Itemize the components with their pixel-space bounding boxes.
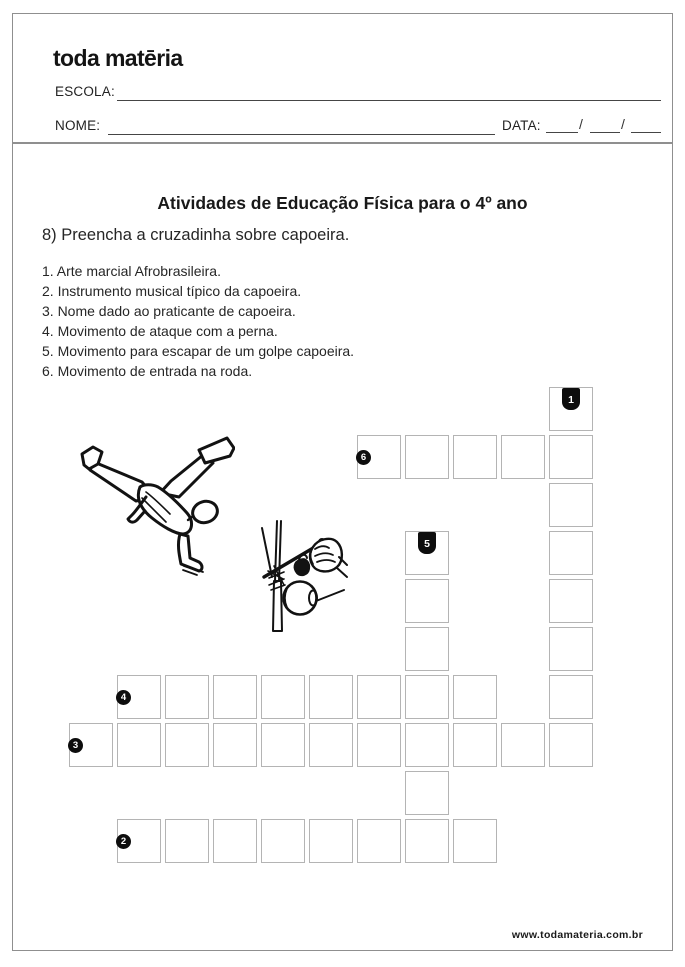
clue-item: 1. Arte marcial Afrobrasileira.: [42, 263, 221, 279]
crossword-cell[interactable]: [357, 723, 401, 767]
crossword-cell[interactable]: [405, 723, 449, 767]
crossword-cell[interactable]: [309, 819, 353, 863]
header-box: [12, 13, 673, 143]
crossword-cell[interactable]: [549, 435, 593, 479]
footer-url: www.todamateria.com.br: [511, 929, 643, 941]
crossword-cell[interactable]: [405, 819, 449, 863]
data-label: DATA:: [502, 118, 541, 133]
crossword-cell[interactable]: [405, 435, 449, 479]
crossword-cell[interactable]: [213, 819, 257, 863]
crossword-cell[interactable]: [261, 819, 305, 863]
crossword-cell[interactable]: [453, 675, 497, 719]
crossword-cell[interactable]: [213, 723, 257, 767]
crossword-cell[interactable]: [309, 723, 353, 767]
date-slash: /: [621, 116, 625, 132]
date-month-blank-line[interactable]: [590, 132, 620, 133]
crossword-cell[interactable]: [549, 483, 593, 527]
crossword-cell[interactable]: [405, 579, 449, 623]
clue-badge-2: 2: [116, 834, 131, 849]
crossword-cell[interactable]: [501, 435, 545, 479]
crossword-cell[interactable]: [357, 819, 401, 863]
clue-badge-4: 4: [116, 690, 131, 705]
crossword-cell[interactable]: [213, 675, 257, 719]
clue-item: 4. Movimento de ataque com a perna.: [42, 323, 278, 339]
crossword-cell[interactable]: [405, 771, 449, 815]
clue-item: 2. Instrumento musical típico da capoeira.: [42, 283, 302, 299]
clue-item: 6. Movimento de entrada na roda.: [42, 363, 253, 379]
date-day-blank-line[interactable]: [546, 132, 578, 133]
crossword-cell[interactable]: [549, 531, 593, 575]
crossword-cell[interactable]: [549, 579, 593, 623]
crossword-cell[interactable]: [549, 627, 593, 671]
crossword-cell[interactable]: [501, 723, 545, 767]
clue-badge-1: 1: [562, 388, 580, 410]
crossword-cell[interactable]: [405, 675, 449, 719]
crossword-cell[interactable]: [309, 675, 353, 719]
crossword-cell[interactable]: [261, 723, 305, 767]
crossword-cell[interactable]: [405, 627, 449, 671]
crossword-cell[interactable]: [549, 723, 593, 767]
crossword-cell[interactable]: [453, 819, 497, 863]
page-title: Atividades de Educação Física para o 4º ano: [157, 193, 528, 213]
date-slash: /: [579, 116, 583, 132]
clue-item: 5. Movimento para escapar de um golpe capoeira.: [42, 343, 355, 359]
crossword-cell[interactable]: [165, 819, 209, 863]
date-year-blank-line[interactable]: [631, 132, 661, 133]
escola-label: ESCOLA:: [55, 84, 115, 99]
question-text: 8) Preencha a cruzadinha sobre capoeira.: [42, 226, 350, 244]
crossword-cell[interactable]: [453, 723, 497, 767]
crossword-cell[interactable]: [165, 675, 209, 719]
clues-list: [42, 261, 354, 381]
crossword-cell[interactable]: [261, 675, 305, 719]
nome-label: NOME:: [55, 118, 101, 133]
crossword-cell[interactable]: [453, 435, 497, 479]
clue-badge-6: 6: [356, 450, 371, 465]
clue-item: 3. Nome dado ao praticante de capoeira.: [42, 303, 296, 319]
crossword-cell[interactable]: [117, 723, 161, 767]
crossword-cell[interactable]: [357, 675, 401, 719]
escola-blank-line[interactable]: [117, 100, 661, 101]
crossword-grid: [69, 387, 599, 867]
clue-badge-5: 5: [418, 532, 436, 554]
brand-logo: toda matēria: [53, 45, 183, 71]
clue-badge-3: 3: [68, 738, 83, 753]
crossword-cell[interactable]: [549, 675, 593, 719]
nome-blank-line[interactable]: [108, 134, 495, 135]
crossword-cell[interactable]: [165, 723, 209, 767]
